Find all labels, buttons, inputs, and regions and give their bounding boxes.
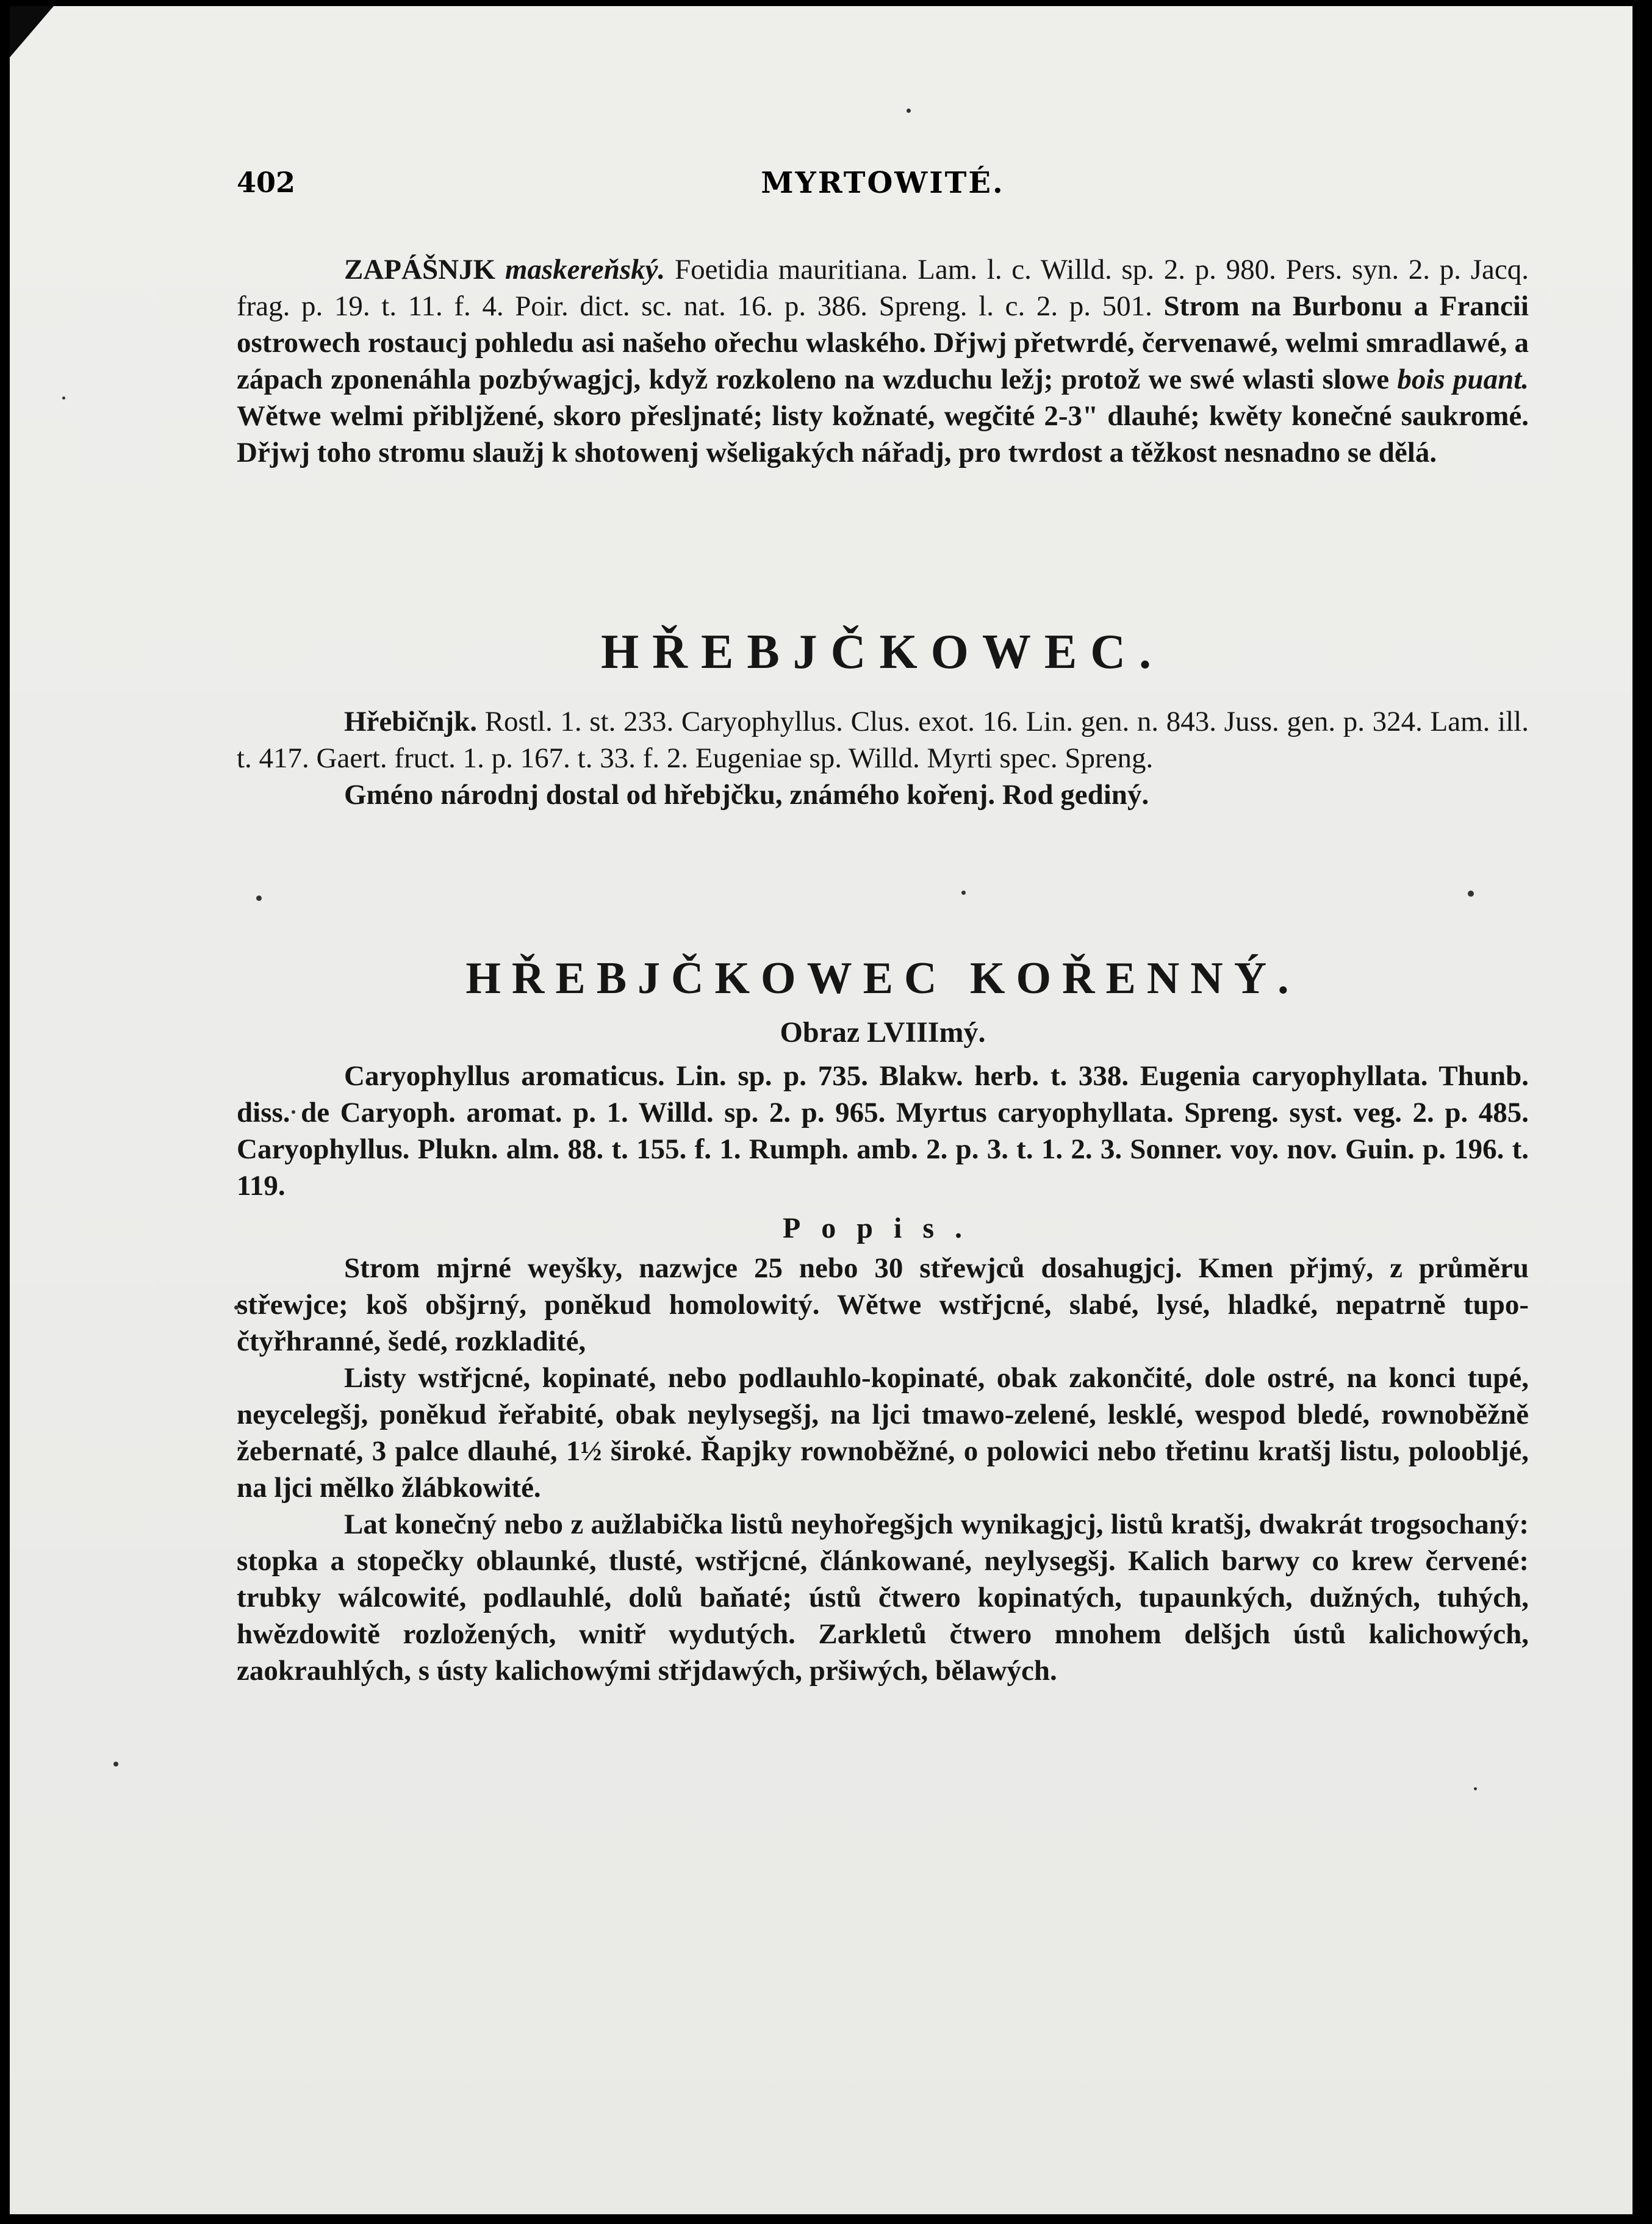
entry-foetidia <box>237 251 1529 471</box>
scan-speck <box>62 396 65 400</box>
description-inflorescence: Lat konečný nebo z aužlabička listů neyhořegšjch wynikagjcj, listů kratšj, dwakrát trogsochaný: stopka a stopečky oblaunké, tlusté, wstřjcné, článkowané, neylysegšj. Kalich barwy co krew červené: trubky wálcowité, podlauhlé, dolů baňaté; ústů čtwero kopinatých, tupaunkých, dužných, tuhých, hwězdowitě rozložených, wnitř wydutých. Zarkletů čtwero mnohem delšjch ústů kalichowých, zaokrauhlých, s ústy kalichowými střjdawých, pršiwých, bělawých. <box>237 1508 1529 1687</box>
scan-speck <box>1474 1787 1477 1790</box>
species-synonyms: Caryophyllus aromaticus. Lin. sp. p. 735. Blakw. herb. t. 338. Eugenia caryophyllata. Thunb. diss. de Caryoph. aromat. p. 1. Willd. sp. 2. p. 965. Myrtus caryophyllata. Spreng. syst. veg. 2. p. 485. Caryophyllus. Plukn. alm. 88. t. 155. f. 1. Rumph. amb. 2. p. 3. t. 1. 2. 3. Sonner. voy. nov. Guin. p. 196. t. 119. <box>237 1060 1529 1202</box>
genus-entry <box>237 625 1529 813</box>
description-stem: Strom mjrné weyšky, nazwjce 25 nebo 30 střewjců dosahugjcj. Kmen přjmý, z průměru střewjce; koš obšjrný, poněkud homolowitý. Wětwe wstřjcné, slabé, lysé, hladké, nepatrně tupo-čtyřhranné, šedé, rozkladité, <box>237 1252 1529 1357</box>
species-heading: HŘEBJČKOWEC KOŘENNÝ. <box>465 953 1300 1003</box>
synonym-references: Foetidia mauritiana. Lam. l. c. Willd. sp. 2. p. 980. Pers. syn. 2. p. Jacq. frag. p. 19. t. 11. f. 4. Poir. dict. sc. nat. 16. p. 386. Spreng. l. c. 2. p. 501. <box>237 254 1529 322</box>
entry-lead-epithet: maskereňský. <box>505 254 666 285</box>
scan-speck <box>113 1762 118 1767</box>
species-entry <box>237 953 1529 1689</box>
description-leaves: Listy wstřjcné, kopinaté, nebo podlauhlo-kopinaté, obak zakončité, dole ostré, na konci tupé, neycelegšj, poněkud řeřabité, obak neylysegšj, na ljci tmawo-zelené, lesklé, wespod bledé, rownoběžně žebernaté, 3 palce dlauhé, 1½ široké. Řapjky rownoběžné, o polowici nebo třetinu kratšj listu, poloobljé, na ljci mělko žlábkowité. <box>237 1362 1529 1504</box>
scan-speck <box>1468 891 1474 897</box>
genus-common-name: Hřebičnjk. <box>344 706 478 737</box>
scan-speck <box>907 109 911 113</box>
scan-speck <box>961 891 966 895</box>
scanned-page <box>10 6 1632 2214</box>
entry-lead: ZAPÁŠNJK <box>344 254 496 285</box>
description-continued: Wětwe welmi přibljžené, skoro přesljnaté; listy kožnaté, wegčité 2-3" dlauhé; kwěty konečné saukromé. Dřjwj toho stromu slaužj k shotowenj wšeligakých nářadj, pro twrdost a těžkost nesnadno se dělá. <box>237 400 1529 468</box>
genus-references: Rostl. 1. st. 233. Caryophyllus. Clus. exot. 16. Lin. gen. n. 843. Juss. gen. p. 324. Lam. ill. t. 417. Gaert. fruct. 1. p. 167. t. 33. f. 2. Eugeniae sp. Willd. Myrti spec. Spreng. <box>237 706 1529 774</box>
description-text: Strom na Burbonu a Francii ostrowech rostaucj pohledu asi našeho ořechu wlaského. Dřjwj přetwrdé, červenawé, welmi smradlawé, a zápach zponenáhla pozbýwagjcj, když rozkoleno na wzduchu ležj; protož we swé wlasti slowe <box>237 290 1529 395</box>
figure-reference: Obraz LVIIImý. <box>780 1016 986 1049</box>
scan-speck <box>256 895 262 901</box>
genus-note: Gméno národnj dostal od hřebjčku, známého kořenj. Rod gediný. <box>344 779 1149 811</box>
genus-synonyms <box>237 703 1529 777</box>
page-number: 402 <box>237 166 296 199</box>
page-header <box>237 166 1529 209</box>
french-name: bois puant. <box>1397 364 1529 395</box>
description-subheading: Popis. <box>782 1212 983 1244</box>
folded-corner <box>10 6 54 57</box>
genus-heading: HŘEBJČKOWEC. <box>600 625 1165 679</box>
foetidia-paragraph <box>237 251 1529 471</box>
running-title: MYRTOWITÉ. <box>761 166 1005 200</box>
